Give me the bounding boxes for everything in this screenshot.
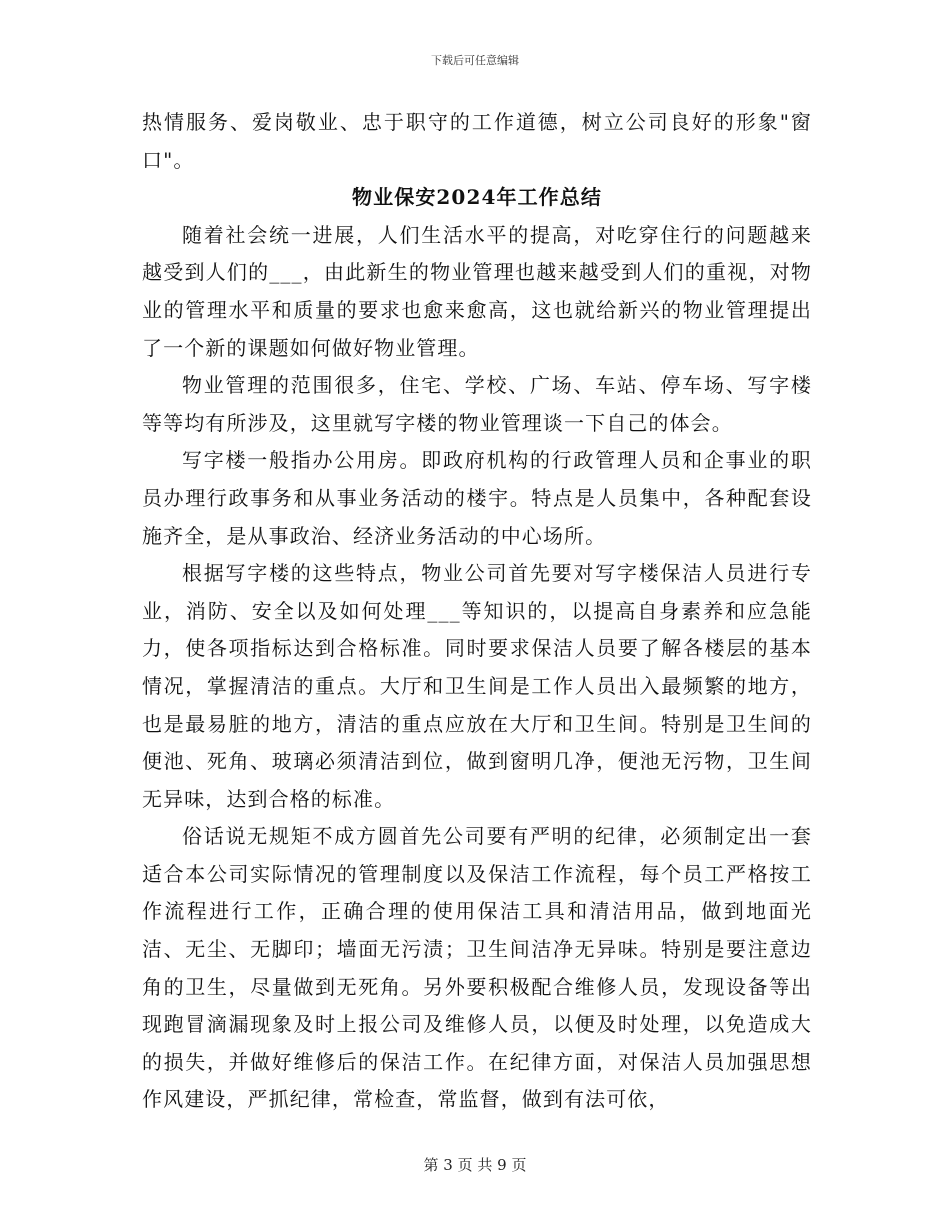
page-header: 下载后可任意编辑 <box>431 54 519 67</box>
paragraph-office-building: 写字楼一般指办公用房。即政府机构的行政管理人员和企事业的职员办理行政事务和从事业务活动的楼宇。特点是人员集中，各种配套设施齐全，是从事政治、经济业务活动的中心场所。 <box>142 448 812 548</box>
paragraph-intro: 随着社会统一进展，人们生活水平的提高，对吃穿住行的问题越来越受到人们的___，由此新生的物业管理也越来越受到人们的重视，对物业的管理水平和质量的要求也愈来愈高，这也就给新兴的物业管理提出了一个新的课题如何做好物业管理。 <box>142 222 812 360</box>
lead-paragraph: 热情服务、爱岗敬业、忠于职守的工作道德，树立公司良好的形象"窗口"。 <box>142 110 812 172</box>
paragraph-discipline: 俗话说无规矩不成方圆首先公司要有严明的纪律，必须制定出一套适合本公司实际情况的管理制度以及保洁工作流程，每个员工严格按工作流程进行工作，正确合理的使用保洁工具和清洁用品，做到地面光洁、无尘、无脚印；墙面无污渍；卫生间洁净无异味。特别是要注意边角的卫生，尽量做到无死角。另外要积极配合维修人员，发现设备等出现跑冒滴漏现象及时上报公司及维修人员，以便及时处理，以免造成大的损失，并做好维修后的保洁工作。在纪律方面，对保洁人员加强思想作风建设，严抓纪律，常检查，常监督，做到有法可依， <box>142 824 812 1112</box>
page-number-footer: 第 3 页 共 9 页 <box>423 1156 527 1174</box>
paragraph-cleaning-staff: 根据写字楼的这些特点，物业公司首先要对写字楼保洁人员进行专业，消防、安全以及如何处理___等知识的，以提高自身素养和应急能力，使各项指标达到合格标准。同时要求保洁人员要了解各楼层的基本情况，掌握清洁的重点。大厅和卫生间是工作人员出入最频繁的地方，也是最易脏的地方，清洁的重点应放在大厅和卫生间。特别是卫生间的便池、死角、玻璃必须清洁到位，做到窗明几净，便池无污物，卫生间无异味，达到合格的标准。 <box>142 561 812 811</box>
paragraph-scope: 物业管理的范围很多，住宅、学校、广场、车站、停车场、写字楼等等均有所涉及，这里就写字楼的物业管理谈一下自己的体会。 <box>142 373 812 435</box>
document-title: 物业保安2024年工作总结 <box>352 185 602 210</box>
document-body <box>142 104 812 1119</box>
